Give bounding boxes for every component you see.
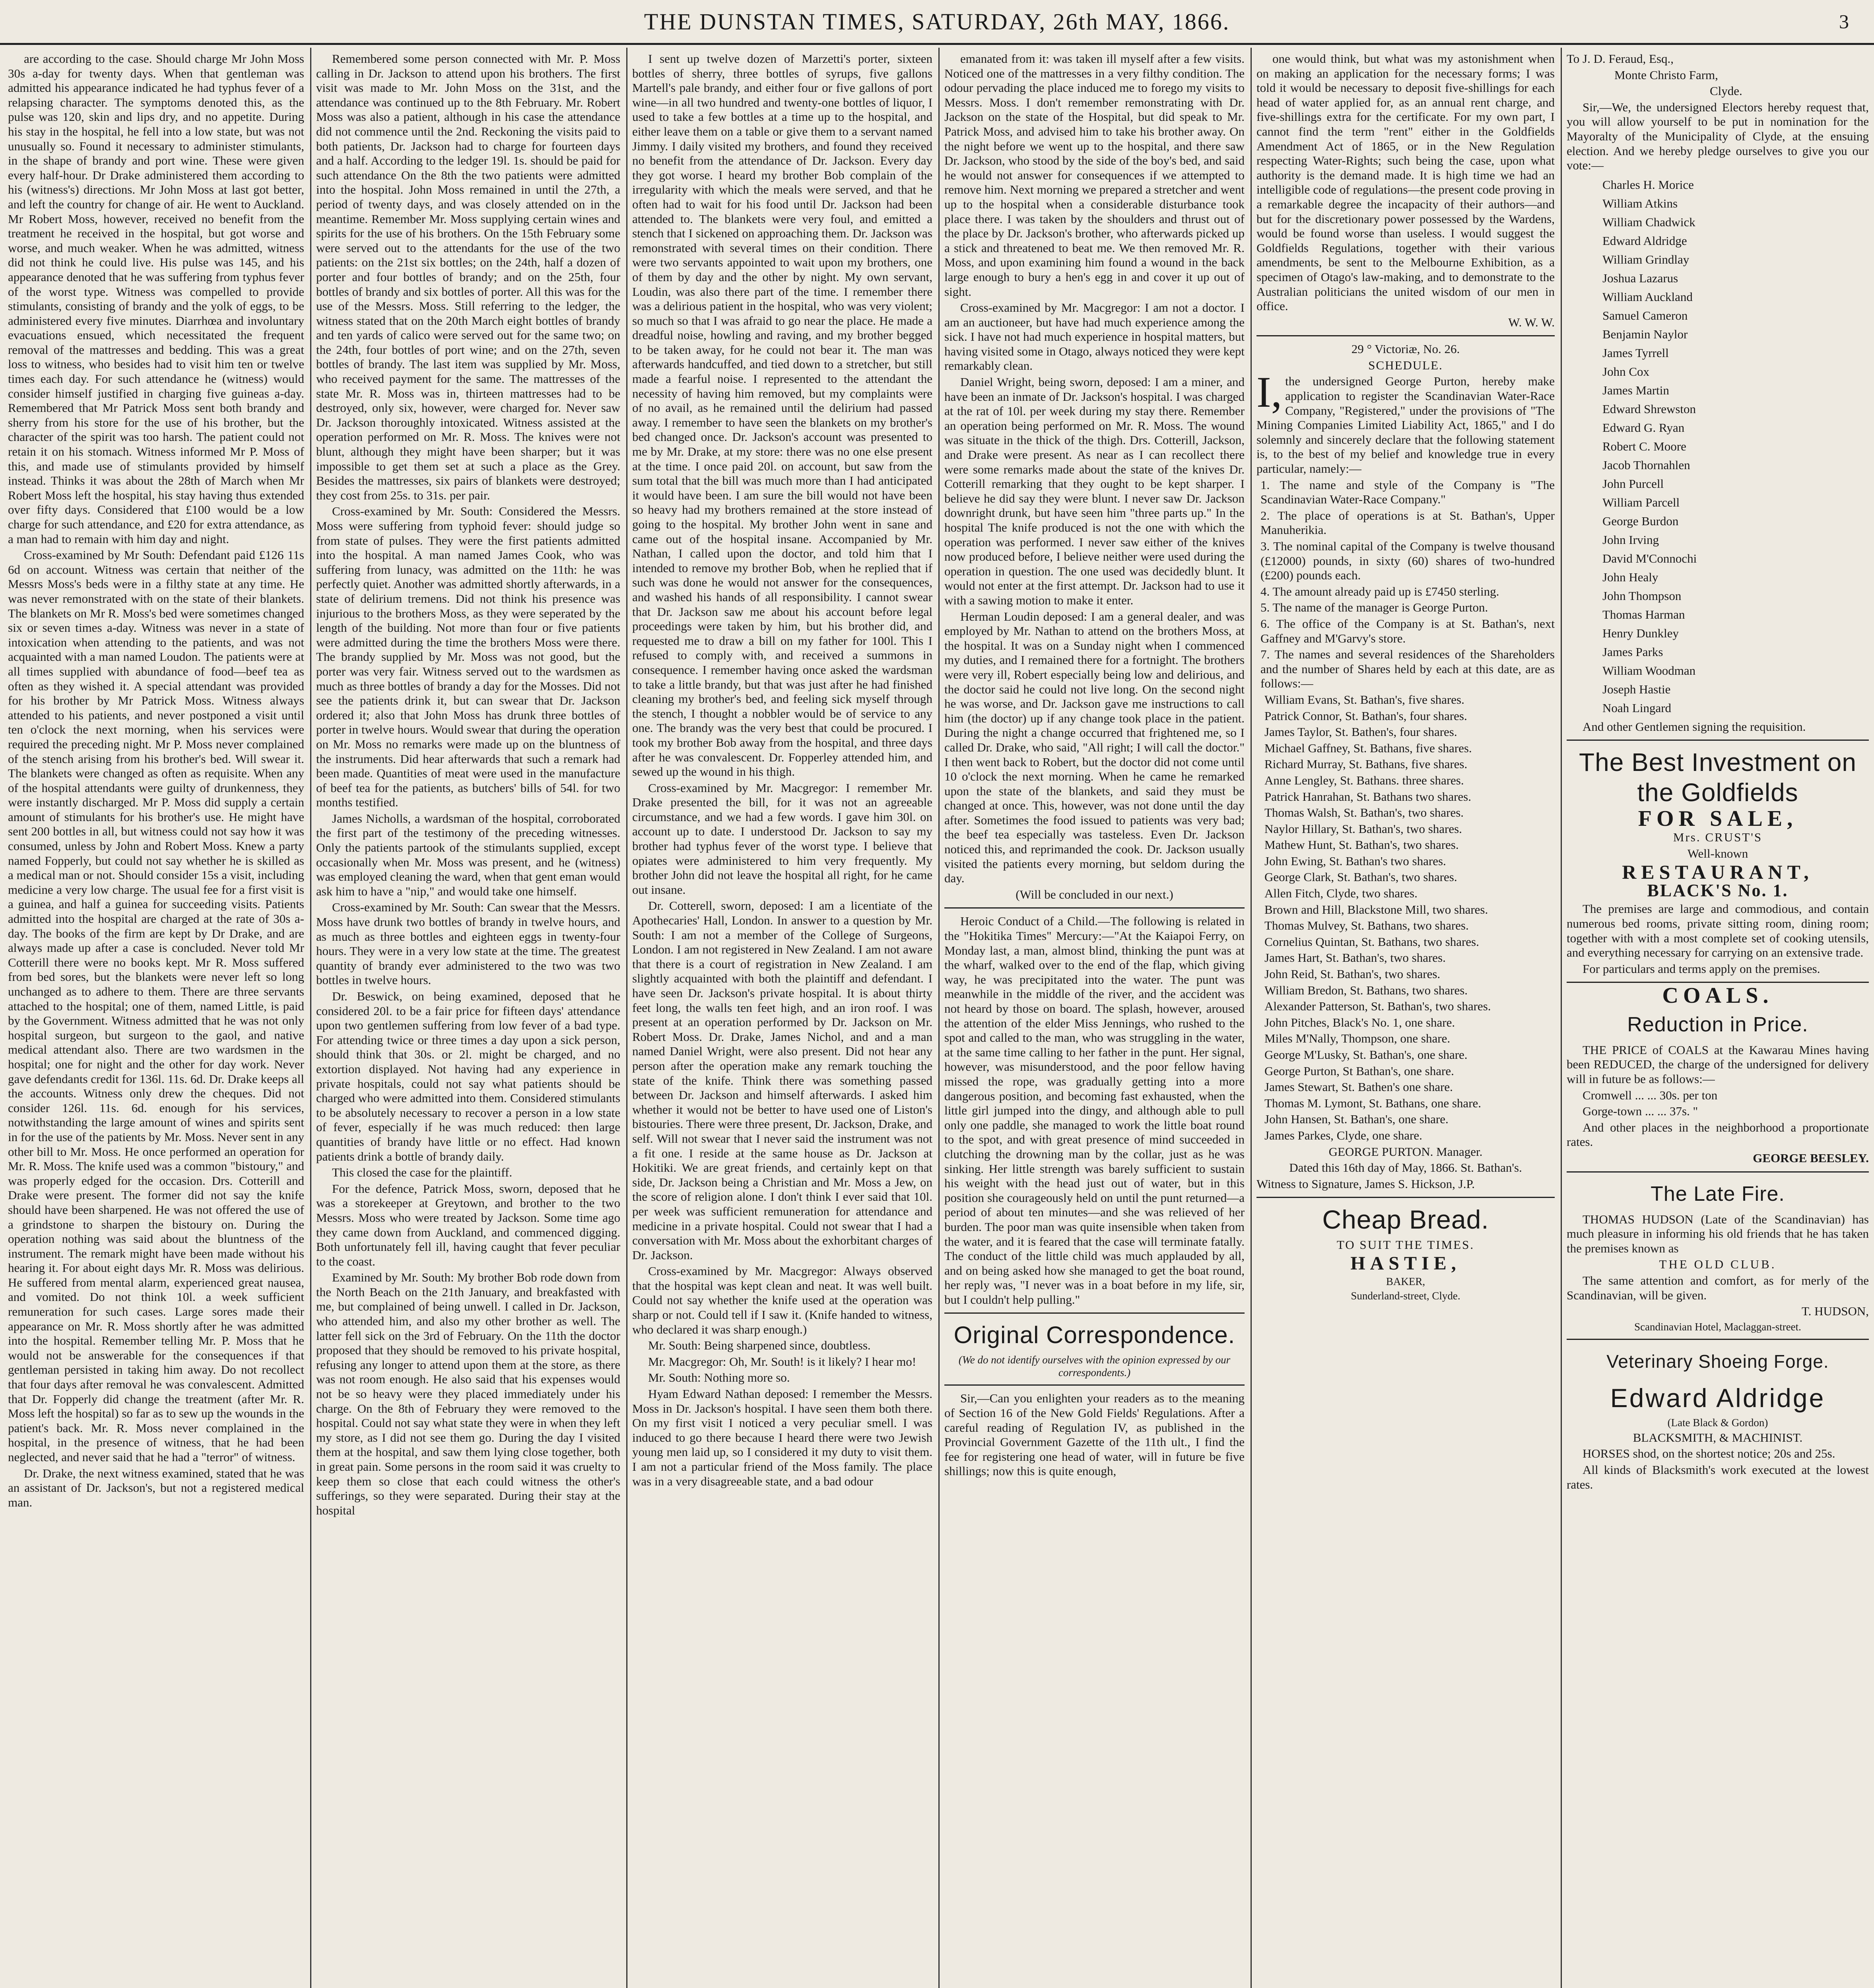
article-paragraph: Mr. Macgregor: Oh, Mr. South! is it likely? I hear mo! bbox=[648, 1354, 917, 1369]
address-town: Clyde. bbox=[1710, 84, 1742, 98]
page-number: 3 bbox=[1839, 10, 1850, 33]
signatory-name: Joshua Lazarus bbox=[1602, 271, 1678, 285]
signatory-name: John Cox bbox=[1602, 364, 1649, 379]
divider bbox=[944, 1384, 1245, 1386]
restaurant-particulars: For particulars and terms apply on the premises. bbox=[1583, 961, 1820, 976]
owner-name: Mrs. CRUST'S bbox=[1673, 830, 1763, 844]
investment-title: The Best Investment on the Goldfields bbox=[1579, 748, 1857, 807]
column-4 bbox=[944, 52, 1245, 1988]
manager-signature: GEORGE PURTON. Manager. bbox=[1328, 1144, 1483, 1159]
article-paragraph: Cross-examined by Mr. Macgregor: Always observed that the hospital was kept clean and neat. It was well built. Could not say whether the knife used at the operation was sharp or not. Could tell if I saw it. (Knife handed to witness, who declared it was sharp enough.) bbox=[632, 1264, 932, 1336]
article-paragraph: Dr. Beswick, on being examined, deposed that he considered 20l. to be a fair price for fifteen days' attendance upon two gentlemen suffering from low fever of a bad type. For attending twice or three times a day upon a sick person, should think that 30s. or 2l. might be charged, and no extortion displayed. Not having had any experience in private hospitals, could not say what patients should be charged who were admitted into them. Considered stimulants to be absolutely necessary to recover a person in a low state of fever, especially if he was much reduced: then large quantities of brandy have little or no effect. Had known patients drink a bottle of brandy daily. bbox=[316, 989, 620, 1163]
bread-ad-name: HASTIE, bbox=[1350, 1252, 1461, 1274]
letter-continuation: one would think, but what was my astonishment when on making an application for the necessary forms; I was told it would be necessary to deposit five-shillings for each head of water applied for, as an annual rent charge, and five-shillings extra for the certificate. For my own part, I cannot find the term "rent" either in the Goldfields Amendment Act of 1865, or in the New Regulation respecting Water-Rights; such being the case, upon what authority is the demand made. It is high time we had an intelligible code of regulations—the present code proving in a remarkable degree the incapacity of their authors—and but for the discretionary power possessed by the Wardens, would be found worse than useless. I would suggest the Goldfields Regulations, together with their various amendments, be sent to the Melbourne Exhibition, as a specimen of Otago's law-making, and to demonstrate to the Australian politicians the united wisdom of our men in office. bbox=[1256, 52, 1555, 313]
column-6 bbox=[1567, 52, 1869, 1988]
forge-title: Veterinary Shoeing Forge. bbox=[1606, 1351, 1829, 1372]
divider bbox=[944, 1312, 1245, 1314]
article-paragraph: Mr. South: Nothing more so. bbox=[648, 1371, 790, 1385]
column-5 bbox=[1256, 52, 1555, 1988]
letter-signature: W. W. W. bbox=[1508, 315, 1555, 329]
article-paragraph: are according to the case. Should charge Mr John Moss 30s a-day for twenty days. When that gentleman was admitted his appearance indicated he had typhus fever of a relapsing character. The symptoms denoted this, as the pulse was 120, skin and lips dry, and no appetite. During his stay in the hospital, he fell into a low state, but was not unusually so. Found it necessary to administer stimulants, in the shape of brandy and port wine. These were given every half-hour. Dr Drake administered them according to his (witness's) directions. Mr John Moss at last got better, and left the country for change of air. He went to Auckland. Mr Robert Moss, however, received no benefit from the treatment he received in the hospital, but got worse and worse, and much weaker. When he was admitted, witness did not think he could live. His pulse was 145, and his appearance denoted that he was suffering from typhus fever of the worst type. Witness was compelled to provide stimulants, consisting of brandy and the yolk of eggs, to be administered every five minutes. Diarrhœa and involuntary evacuations ensued, which necessitated the frequent removal of the mattresses and bedding. This was a great loss to witness, who besides had to visit him ten or twelve times each day. For such attendance he (witness) would consider himself justified in charging five guineas a-day. Remembered that Mr Patrick Moss sent both brandy and sherry from his store for the use of his brother, but the character of the spirit was too harsh. The patient could not retain it on his stomach. Witness informed Mr P. Moss of this, and made use of stimulants provided by himself instead. Thinks it was about the 28th of March when Mr Robert Moss left the hospital, his stay having thus extended over fifty days. Considered that £100 would be a low charge for such attendance, and £20 for extra attendance, as a man had to remain with him day and night. bbox=[8, 52, 304, 546]
heroic-conduct-paragraph: Heroic Conduct of a Child.—The following is related in the "Hokitika Times" Mercury:—"At the Kaiapoi Ferry, on Monday last, a man, almost blind, thinking the punt was at the wharf, walked over to the end of the flap, which giving way, he was precipitated into the water. The punt was meanwhile in the middle of the river, and the accident was not heard by those on board. The splash, however, aroused the attention of the elder Miss Jennings, who rushed to the spot and called to the man, who was struggling in the water, at the same time calling to her father in the punt. Her signal, however, was misunderstood, and the poor fellow having missed the rope, was gradually getting into a more dangerous position, and becoming fast exhausted, when the little girl jumped into the dingy, and although able to pull only one paddle, she managed to work the little boat round to the spot, and with great presence of mind succeeded in clutching the drowning man by the collar, just as he was sinking. Her little strength was barely sufficient to sustain his weight with the head just out of water, but in this position she courageously held on until the punt returned—a period of about ten minutes—and she was relieved of her burden. The poor man was quite insensible when taken from the water, and it is feared that the case will terminate fatally. The conduct of the little child was much applauded by all, and on being asked how she managed to get the boat round, her reply was, "I never was in a boat before in my life, sir, but I couldn't help pulling." bbox=[944, 914, 1245, 1307]
coals-title: COALS. bbox=[1662, 983, 1773, 1008]
bread-ad-address: Sunderland-street, Clyde. bbox=[1351, 1289, 1460, 1302]
signatory-name: John Thompson bbox=[1602, 588, 1682, 603]
column-3 bbox=[632, 52, 932, 1988]
coals-other: And other places in the neighborhood a proportionate rates. bbox=[1567, 1120, 1869, 1149]
shareholder-entry: William Evans, St. Bathan's, five shares. bbox=[1264, 692, 1464, 707]
article-paragraph: Dr. Drake, the next witness examined, stated that he was an assistant of Dr. Jackson's, but not a registered medical man. bbox=[8, 1466, 304, 1509]
article-paragraph: For the defence, Patrick Moss, sworn, deposed that he was a storekeeper at Greytown, and brother to the two Messrs. Moss who were treated by Jackson. Some time ago they came down from Auckland, and commenced digging. Both unfortunately fell ill, having caught that fever peculiar to the coast. bbox=[316, 1181, 620, 1268]
shareholder-entry: Thomas Walsh, St. Bathan's, two shares. bbox=[1264, 806, 1464, 820]
signatory-name: George Burdon bbox=[1602, 514, 1679, 528]
shareholder-entry: George Clark, St. Bathan's, two shares. bbox=[1264, 870, 1457, 884]
signatory-name: Edward G. Ryan bbox=[1602, 420, 1685, 435]
correspondence-letter: Sir,—Can you enlighten your readers as to the meaning of Section 16 of the New Gold Fields' Regulations. After a careful reading of Regulation IV, as published in the Provincial Government Gazette of the 11th ult., I find the fee for registering one head of water, will in future be five shillings; now this is quite enough, bbox=[944, 1391, 1245, 1478]
shareholder-entry: Cornelius Quintan, St. Bathans, two shares. bbox=[1264, 934, 1479, 949]
shareholder-entry: John Hansen, St. Bathan's, one share. bbox=[1264, 1112, 1449, 1126]
shareholder-list bbox=[1256, 693, 1555, 1143]
signatory-name: Samuel Cameron bbox=[1602, 308, 1688, 322]
drop-cap: I, bbox=[1256, 368, 1282, 417]
signatory-name: John Healy bbox=[1602, 570, 1658, 584]
shareholder-entry: Richard Murray, St. Bathans, five shares. bbox=[1264, 757, 1468, 771]
fire-title: The Late Fire. bbox=[1651, 1182, 1785, 1206]
signatory-name: William Parcell bbox=[1602, 495, 1680, 509]
address-place: Monte Christo Farm, bbox=[1614, 68, 1718, 82]
schedule-intro: the undersigned George Purton, hereby make application to register the Scandinavian Water-Race Company, "Registered," under the provisions of "The Mining Companies Limited Liability Act, 1865," and I do solemnly and sincerely declare that the following statement is, to the best of my belief and knowledge true in every particular, namely:— bbox=[1256, 374, 1555, 476]
correspondence-title: Original Correspondence. bbox=[954, 1322, 1235, 1349]
divider bbox=[1256, 335, 1555, 336]
coals-price: Gorge-town ... ... 37s. " bbox=[1583, 1104, 1698, 1118]
shareholder-entry: John Reid, St. Bathan's, two shares. bbox=[1264, 967, 1441, 981]
signatory-name: David M'Connochi bbox=[1602, 551, 1697, 565]
shareholder-entry: Anne Lengley, St. Bathans. three shares. bbox=[1264, 773, 1464, 787]
bread-ad-trade: BAKER, bbox=[1386, 1275, 1425, 1287]
coals-signature: GEORGE BEESLEY. bbox=[1753, 1151, 1869, 1165]
shareholder-entry: Thomas M. Lymont, St. Bathans, one share. bbox=[1264, 1096, 1482, 1110]
signatory-name: William Chadwick bbox=[1602, 215, 1695, 229]
article-paragraph: This closed the case for the plaintiff. bbox=[332, 1165, 513, 1180]
requisition-closing: And other Gentlemen signing the requisition. bbox=[1583, 719, 1806, 734]
signatory-name: Robert C. Moore bbox=[1602, 439, 1686, 453]
divider bbox=[1567, 1171, 1869, 1173]
shareholder-entry: James Hart, St. Bathan's, two shares. bbox=[1264, 951, 1446, 965]
shareholder-entry: Naylor Hillary, St. Bathan's, two shares. bbox=[1264, 821, 1462, 836]
signatory-name: John Irving bbox=[1602, 532, 1659, 547]
article-paragraph: Cross-examined by Mr. Macgregor: I remember Mr. Drake presented the bill, for it was not an agreeable circumstance, and we had a few words. I gave him 30l. on account up to date. I understood Dr. Jackson to say my brother had typhus fever of the worst type. I believe that opiates were administered to him very frequently. My brother John did not leave the hospital all right, for he came out insane. bbox=[632, 780, 932, 897]
schedule-item: 7. The names and several residences of the Shareholders and the number of Shares held by each at this date, are as follows:— bbox=[1260, 647, 1555, 691]
schedule-title: SCHEDULE. bbox=[1368, 358, 1443, 372]
signatory-name: James Parks bbox=[1602, 645, 1663, 659]
signatory-name: Charles H. Morice bbox=[1602, 177, 1694, 192]
article-paragraph: Daniel Wright, being sworn, deposed: I am a miner, and have been an inmate of Dr. Jackson's hospital. I was charged at the rat of 10l. per week during my stay there. Remember an operation being performed on Mr. R. Moss. The wound was situate in the thick of the thigh. Drs. Cotterill, Jackson, and Drake were present. As near as I can recollect there were some remarks made about the state of the knives Dr. Cotterill remarking that they ought to be kept sharper. I believe he did say they were blunt. I never saw Dr. Jackson downright drunk, but have seen him "three parts up." In the hospital The knife produced is not the one with which the operation was performed. I never saw either of the knives now produced before, I believe neither were used during the operation in question. The one used was decidedly blunt. It would not enter at the first attempt. Dr. Jackson had to use it with a sawing motion to make it enter. bbox=[944, 375, 1245, 607]
signatory-name: Noah Lingard bbox=[1602, 701, 1672, 715]
divider bbox=[1567, 740, 1869, 741]
restaurant-location: BLACK'S No. 1. bbox=[1647, 880, 1789, 900]
horses-line: HORSES shod, on the shortest notice; 20s and 25s. bbox=[1583, 1446, 1835, 1461]
article-paragraph: Dr. Cotterell, sworn, deposed: I am a licentiate of the Apothecaries' Hall, London. In answer to a question by Mr. South: I am not a member of the College of Surgeons, London. I am not registered in New Zealand. I am not aware that there is a court of registration in New Zealand. I am slightly acquainted with both the plaintiff and defendant. I have seen Dr. Jackson's private hospital. It is about thirty feet long, the walls ten feet high, and an iron roof. I was present at an operation performed by Dr. Jackson on Mr. Robert Moss. Dr. Drake, James Nichol, and and a man named Daniel Wright, were also present. Did not hear any person after the operation make any remark touching the state of the knife. Think there was something passed between Dr. Jackson and himself afterwards. I asked him whether it would not be better to have used one of Liston's bistouries. There were three present, Dr. Jackson, Drake, and self. Will not swear that I never said the instrument was not a fit one. I reside at the same house as Dr. Jackson at Hokitiki. We are great friends, and certainly kept on that side, Dr. Jackson being a Christian and Mr. Moss a Jew, on the score of religion alone. I don't think I ever said that 10l. per week was sufficient remuneration for attendance and medicine in a private hospital. Could not swear that I had a conversation with Mr. Moss about the exhorbitant charges of Dr. Jackson. bbox=[632, 899, 932, 1262]
article-paragraph: Cross-examined by Mr. South: Considered the Messrs. Moss were suffering from typhoid fever: should judge so from state of pulses. They were the first patients admitted into the hospital. A man named James Cook, who was suffering from lunacy, was admitted on the 11th: he was perfectly quiet. Another was admitted shortly afterwards, in a state of delirium tremens. Did not think his presence was injurious to the brothers Moss, as they were seperated by the length of the building. Not more than four or five patients were admitted during the time the brothers Moss were there. The brandy supplied by Mr. Moss was not good, but the porter was very fair. Witness served out to the wardsmen as much as three bottles of brandy a day for the Mosses. Did not see the patients drink it, but can swear that Dr. Jackson ordered it; also that John Moss has drunk three bottles of porter in twelve hours. Would swear that during the operation on Mr. Moss no remarks were made up on the bluntness of the instruments. Did hear afterwards that such a remark had been made. Quantities of meat were used in the manufacture of beef tea for the patients, as butchers' bills of 54l. for two months testified. bbox=[316, 504, 620, 810]
column-1 bbox=[8, 52, 304, 1988]
signatory-name: Joseph Hastie bbox=[1602, 682, 1671, 696]
fire-signature: T. HUDSON, bbox=[1801, 1304, 1869, 1318]
shareholder-entry: John Pitches, Black's No. 1, one share. bbox=[1264, 1015, 1455, 1029]
fire-body: THOMAS HUDSON (Late of the Scandinavian) has much pleasure in informing his old friends that he has taken the premises known as bbox=[1567, 1212, 1869, 1255]
shareholder-entry: Patrick Connor, St. Bathan's, four shares. bbox=[1264, 709, 1467, 723]
signatory-name: James Tyrrell bbox=[1602, 346, 1669, 360]
article-paragraph: emanated from it: was taken ill myself after a few visits. Noticed one of the mattresses in a very filthy condition. The odour pervading the place induced me to forego my visits to Messrs. Moss. I don't remember remonstrating with Dr. Jackson on the state of the Hospital, but did speak to Mr. Patrick Moss, and advised him to take his brother away. On the night before we went up to the hospital, and there saw Dr. Jackson, who stood by the side of the boy's bed, and said he would not answer for consequences if we attempted to remove him. Next morning we prepared a stretcher and went up to the hospital when a considerable disturbance took place there. I was taken by the shoulders and thrust out of the place by Dr. Jackson's brother, who afterwards picked up a stick and threatened to beat me. We then removed Mr. R. Moss, and upon examining him found a wound in the back large enough to bury a hen's egg in and cover it up out of sight. bbox=[944, 52, 1245, 299]
aldridge-sub: (Late Black & Gordon) bbox=[1667, 1416, 1768, 1429]
shareholder-entry: Thomas Mulvey, St. Bathans, two shares. bbox=[1264, 918, 1469, 933]
article-paragraph: Cross-examined by Mr. South: Can swear that the Messrs. Moss have drunk two bottles of brandy in twelve hours, and as much as three bottles and eighteen eggs in twenty-four hours. They were in a very low state at the time. The greatest quantity of brandy ever administered to the two was two bottles in twelve hours. bbox=[316, 900, 620, 987]
schedule-item: 2. The place of operations is at St. Bathan's, Upper Manuherikia. bbox=[1260, 508, 1555, 537]
signatory-name: Henry Dunkley bbox=[1602, 626, 1679, 640]
fire-signature-address: Scandinavian Hotel, Maclaggan-street. bbox=[1634, 1320, 1801, 1333]
shareholder-entry: James Stewart, St. Bathen's one share. bbox=[1264, 1080, 1453, 1094]
shareholder-entry: James Parkes, Clyde, one share. bbox=[1264, 1128, 1422, 1142]
shareholder-entry: Mathew Hunt, St. Bathan's, two shares. bbox=[1264, 838, 1459, 852]
schedule-item: 6. The office of the Company is at St. Bathan's, next Gaffney and M'Garvy's store. bbox=[1260, 616, 1555, 645]
divider bbox=[1256, 1197, 1555, 1198]
bread-ad-sub: TO SUIT THE TIMES. bbox=[1336, 1238, 1475, 1252]
requisition-text: Sir,—We, the undersigned Electors hereby request that, you will allow yourself to be put in nomination for the Mayoralty of the Municipality of Clyde, at the ensuing election. And we hereby pledge ourselves to give you our vote:— bbox=[1567, 100, 1869, 173]
bread-ad-title: Cheap Bread. bbox=[1322, 1205, 1489, 1235]
divider bbox=[944, 907, 1245, 909]
address-to: To J. D. Feraud, Esq., bbox=[1567, 52, 1674, 66]
article-paragraph: Remembered some person connected with Mr. P. Moss calling in Dr. Jackson to attend upon his brothers. The first visit was made to Mr. John Moss on the 31st, and the attendance was continued up to the 8th February. Mr. Robert Moss was also a patient, although in his case the attendance did not commence until the 2nd. Reckoning the visits paid to both patients, Dr. Jackson had to charge for fourteen days and a half. According to the ledger 19l. 1s. should be paid for such attendance On the 8th the two patients were admitted into the hospital. John Moss remained in until the 27th, a period of twenty days, and was closely attended on in the meantime. Remember Mr. Moss supplying certain wines and spirits for the use of his brothers. On the 15th February some were served out to the attendants for the use of the two patients: on the 21st six bottles; on the 24th, half a dozen of porter and four bottles of brandy; and on the 25th, four bottles of brandy and six bottles of porter. All this was for the use of the Messrs. Moss. Still referring to the ledger, the witness stated that on the 20th March eight bottles of brandy and ten yards of calico were served out for the same two; on the 24th, four bottles of port wine; and on the 27th, seven bottles of brandy. The last item was supplied by Mr. Moss, who received payment for the same. The mattresses of the state Mr. R. Moss was in, thirteen mattresses had to be destroyed, only six, however, were charged for. Never saw Dr. Jackson thoroughly intoxicated. Witness assisted at the operation performed on Mr. R. Moss. The knives were not blunt, although they might have been sharper; but it was impossible to get them set at such a place as the Grey. Besides the mattresses, six pairs of blankets were destroyed; they cost from 25s. to 31s. per pair. bbox=[316, 52, 620, 502]
act-reference: 29 ° Victoriæ, No. 26. bbox=[1351, 342, 1460, 356]
article-paragraph: I sent up twelve dozen of Marzetti's porter, sixteen bottles of sherry, three bottles of syrups, five gallons Martell's pale brandy, and either four or five gallons of port wine—in all two hundred and twenty-one bottles of liquor, I used to take a few bottles at a time up to the hospital, and either leave them on a table or give them to a servant named Jimmy. I daily visited my brothers, and found they received no benefit from the attendance of Dr. Jackson. Every day they got worse. I heard my brother Bob complain of the irregularity with which the meals were served, and that he often had to wait for his food until Dr. Jackson had been attended to. The blankets were very foul, and emitted a stench that I sickened on approaching them. Dr. Jackson was remonstrated with several times on their condition. There were two servants appointed to wait upon my brothers, one of them by day and the other by night. My own servant, Loudin, was also there part of the time. I remember there was a delirious patient in the hospital, who was very violent; so much so that I was afraid to go near the place. He made a dreadful noise, howling and raving, and my brother begged to be taken away, for he could not bear it. The man was afterwards handcuffed, and tied down to a stretcher, but still made a fearful noise. I represented to the attendant the necessity of having him removed, but my complaints were of no avail, as he remained until the delirium had passed away. I remember to have seen the blankets on my brother's bed changed once. Dr. Jackson's account was presented to me by Mr. Drake, at my store: there was no one else present at the time. I once paid 20l. on account, but saw from the sum total that the bill was much more than I had anticipated it would have been. I am sure the bill would not have been so heavy had my brothers remained at the store instead of going to the hospital. My brother John went in sane and came out of the hospital insane. Accompanied by Mr. Nathan, I called upon the doctor, and told him that I intended to remove my brother Bob, when he replied that if such was done he would not answer for the consequences, and washed his hands of all responsibility. I cannot swear that Dr. Jackson saw me about his account before legal proceedings were taken by him, but his brother did, and requested me to draw a bill on my father for 100l. This I refused to comply with, and received a summons in consequence. I remember having once asked the wardsman to take a little brandy, but that was just after he had finished cleaning my brother's bed, and feeling sick myself through the stench, I thought a nobbler would be of service to any one. The brandy was the very best that could be procured. I took my brother Bob away from the hospital, and three days after he was convalescent. Dr. Fopperley attended him, and sewed up the wound in his thigh. bbox=[632, 52, 932, 779]
article-paragraph: Mr. South: Being sharpened since, doubtless. bbox=[648, 1338, 871, 1353]
shareholder-entry: George Purton, St Bathan's, one share. bbox=[1264, 1064, 1454, 1078]
restaurant-body: The premises are large and commodious, and contain numerous bed rooms, private sitting room, dining room; together with with a most complete set of cooking utensils, and everything necessary for carrying on an extensive trade. bbox=[1567, 902, 1869, 960]
coals-body: THE PRICE of COALS at the Kawarau Mines having been REDUCED, the charge of the undersigned for delivery will in future be as follows:— bbox=[1567, 1043, 1869, 1086]
signatory-name: William Woodman bbox=[1602, 663, 1696, 678]
shareholder-entry: James Taylor, St. Bathen's, four shares. bbox=[1264, 725, 1457, 739]
well-known: Well-known bbox=[1687, 846, 1748, 860]
article-paragraph: Hyam Edward Nathan deposed: I remember the Messrs. Moss in Dr. Jackson's hospital. I have seen them both there. On my first visit I noticed a very peculiar smell. I was induced to go there because I heard there were two Jewish young men laid up, so I considered it my duty to visit them. I am not a particular friend of the Moss family. The place was in a very disagreeable state, and a bad odour bbox=[632, 1387, 932, 1488]
signatory-name: Benjamin Naylor bbox=[1602, 327, 1688, 341]
signatory-name: Jacob Thornahlen bbox=[1602, 458, 1690, 472]
signatory-name: William Auckland bbox=[1602, 289, 1693, 304]
requisition-names bbox=[1567, 175, 1869, 717]
shareholder-entry: George M'Lusky, St. Bathan's, one share. bbox=[1264, 1048, 1468, 1062]
signatory-name: William Atkins bbox=[1602, 196, 1678, 210]
article-paragraph: James Nicholls, a wardsman of the hospital, corroborated the first part of the testimony of the preceding witnesses. Only the patients partook of the stimulants supplied, except occasionally when Mr. Moss was present, and he (witness) was employed cleaning the ward, when that gent eman would ask him to have a "nip," and would take one himself. bbox=[316, 811, 620, 898]
schedule-item: 3. The nominal capital of the Company is twelve thousand (£12000) pounds, in sixty (60) shares of two-hundred (£200) pounds each. bbox=[1260, 539, 1555, 582]
blacksmith-line: BLACKSMITH, & MACHINIST. bbox=[1633, 1430, 1803, 1444]
article-paragraph: Herman Loudin deposed: I am a general dealer, and was employed by Mr. Nathan to attend on the brothers Moss, at the hospital. It was on a Sunday night when I commenced my duties, and I remained there for a fortnight. The brothers were very ill, Robert especially being low and delirious, and the doctor said he could not live long. On the second night he was worse, and Dr. Jackson gave me instructions to call him (the doctor) up if any change took place in the patient. During the night a change occurred that frightened me, so I called Dr. Drake, who said, "All right; I will call the doctor." I then went back to Robert, but the doctor did not come until 10 o'clock the next morning. When he came he remarked upon the state of the blankets, and said they must be changed at once. This, however, was not done until the day after. Sometimes the food issued to patients was very bad; the beef tea especially was tasteless. Even Dr. Jackson noticed this, and reprimanded the cook. Dr. Jackson usually visited the patients every morning, but seldom during the day. bbox=[944, 609, 1245, 885]
for-sale: FOR SALE, bbox=[1638, 806, 1798, 831]
column-2 bbox=[316, 52, 620, 1988]
masthead bbox=[0, 0, 1874, 45]
divider bbox=[1567, 1339, 1869, 1340]
aldridge-name: Edward Aldridge bbox=[1610, 1383, 1825, 1413]
signatory-name: Thomas Harman bbox=[1602, 607, 1685, 621]
shareholder-entry: Miles M'Nally, Thompson, one share. bbox=[1264, 1031, 1451, 1046]
column-rule bbox=[1561, 48, 1562, 1988]
old-club: THE OLD CLUB. bbox=[1659, 1257, 1777, 1272]
restaurant-title: RESTAURANT, bbox=[1622, 861, 1814, 883]
divider bbox=[1567, 982, 1869, 983]
all-kinds-line: All kinds of Blacksmith's work executed at the lowest rates. bbox=[1567, 1462, 1869, 1491]
shareholder-entry: Patrick Hanrahan, St. Bathans two shares. bbox=[1264, 789, 1471, 804]
witness-line: Witness to Signature, James S. Hickson, J.P. bbox=[1256, 1176, 1475, 1191]
shareholder-entry: Brown and Hill, Blackstone Mill, two shares. bbox=[1264, 902, 1488, 916]
column-rule bbox=[310, 48, 311, 1988]
fire-tail: The same attention and comfort, as for merly of the Scandinavian, will be given. bbox=[1567, 1274, 1869, 1302]
article-paragraph: Cross-examined by Mr. Macgregor: I am not a doctor. I am an auctioneer, but have had much experience among the sick. I have not had much experience in hospital matters, but having visited some in Otago, always noticed they were kept remarkably clean. bbox=[944, 301, 1245, 373]
signatory-name: William Grindlay bbox=[1602, 252, 1690, 266]
signatory-name: John Purcell bbox=[1602, 476, 1664, 491]
coals-subtitle: Reduction in Price. bbox=[1627, 1013, 1808, 1036]
masthead-title: THE DUNSTAN TIMES, SATURDAY, 26th MAY, 1866. bbox=[644, 8, 1230, 35]
shareholder-entry: Michael Gaffney, St. Bathans, five shares. bbox=[1264, 741, 1472, 755]
column-rule bbox=[1251, 48, 1252, 1988]
column-rule bbox=[938, 48, 940, 1988]
column-rule bbox=[626, 48, 627, 1988]
shareholder-entry: William Bredon, St. Bathans, two shares. bbox=[1264, 983, 1468, 997]
date-line: Dated this 16th day of May, 1866. St. Bathan's. bbox=[1289, 1161, 1522, 1175]
schedule-item: 4. The amount already paid up is £7450 sterling. bbox=[1260, 584, 1499, 598]
signatory-name: James Martin bbox=[1602, 383, 1669, 397]
shareholder-entry: John Ewing, St. Bathan's two shares. bbox=[1264, 854, 1446, 868]
schedule-item: 5. The name of the manager is George Purton. bbox=[1260, 600, 1488, 615]
shareholder-entry: Allen Fitch, Clyde, two shares. bbox=[1264, 886, 1418, 901]
continued-note: (Will be concluded in our next.) bbox=[1016, 887, 1173, 901]
article-paragraph: Examined by Mr. South: My brother Bob rode down from the North Beach on the 21th January, and breakfasted with me, but complained of being unwell. I called in Dr. Jackson, who attended him, and also my other brother as well. The latter fell sick on the 3rd of February. On the 11th the doctor proposed that they should be removed to his private hospital, refusing any longer to attend upon them at the store, as there was not room enough. He also said that his expenses would not be so heavy were they placed immediately under his charge. On the 8th of February they were removed to the hospital. Could not say what state they were in when they left my store, as I did not see them go. During the day I visited them at the hospital, and saw them lying close together, both in great pain. Some persons in the room said it was cruelty to keep them so close that each could witness the other's sufferings, so they were separated. During their stay at the hospital bbox=[316, 1270, 620, 1517]
correspondence-note: (We do not identify ourselves with the opinion expressed by our correspondents.) bbox=[958, 1354, 1231, 1379]
coals-price: Cromwell ... ... 30s. per ton bbox=[1583, 1088, 1718, 1102]
article-paragraph: Cross-examined by Mr South: Defendant paid £126 11s 6d on account. Witness was certain that neither of the Messrs Moss's beds were in a filthy state at any time. He was never remonstrated with on the state of their blankets. The blankets on Mr R. Moss's bed were sometimes changed six or seven times a-day. Witness was never in a state of intoxication when attending to the patients, and was not acquainted with a man named Loudon. The patients were at all times supplied with abundance of food—beef tea as often as they wished it. A special attendant was provided for his brother by Mr Patrick Moss. Witness always attended to his patients, and never postponed a visit until ten o'clock the next morning, when his services were required the preceding night. Mr P. Moss never complained of the stench arising from his brother's bed. Will swear it. The blankets were changed as often as requisite. When any of the hospital attendants were guilty of drunkenness, they were instantly discharged. Mr P. Moss did supply a certain amount of stimulants for his brother's use. He might have sent 200 bottles in all, but witness could not say how it was consumed, unless by John and Robert Moss. Knew a party named Fopperly, but could not say whether he is skilled as a medical man or not. Should consider 15s a visit, including medicine a very low charge. The usual fee for a first visit is a guinea, and half a guinea for succeeding visits. Patients admitted into the hospital are charged at the rate of 30s a-day. The books of the firm are kept by Dr Drake, and are always made up after a case is concluded. Never told Mr Cotterill there were no books kept. Mr R. Moss suffered from bed sores, but the blankets were never left so long unchanged as to adhere to them. There are three servants attached to the hospital; one of them, named Little, is paid by the Government. Witness admitted that he was not only hospital surgeon, but surgeon to the gaol, and native medical attendant also. There are two wardsmen in the hospital; one for night and the other for day work. Never gave defendants credit for 136l. 11s. 6d. Dr. Drake keeps all the accounts. Witness only drew the cheques. Did not consider 126l. 11s. 6d. enough for his services, notwithstanding the large amount of wines and spirits sent in for the use of the patients by Mr. Moss. Never sent in any other bill to Mr. Moss. He once performed an operation for Mr. R. Moss. The knife used was a common "bistoury," and was properly edged for the occasion. Drs. Cotterill and Drake were present. The former did not say the knife should have been sharpened. He was not offered the use of a grindstone to sharpen the bistoury on. During the operation nothing was said about the bluntness of the instrument. The remark might have been made without his hearing it. For about eight days Mr. R. Moss was delirious. He suffered from mental alarm, experienced great nausea, and vomited. Do not think 10l. a week sufficient remuneration for such cases. Large sores made their appearance on Mr. R. Moss shortly after he was admitted into the hospital. Remember telling Mr. P. Moss that he would not be answerable for the consequences if that gentleman persisted in taking him away. Do not recollect that four days after removal he was convalescent. Admitted that Dr. Fopperly did change the treatment (after Mr. R. Moss left the hospital) so far as to sew up the wounds in the patient's back. Mr. R. Moss never complained in the hospital, in the presence of witness, that he had been neglected, and never said that he had a "terror" of witness. bbox=[8, 548, 304, 1464]
signatory-name: Edward Shrewston bbox=[1602, 402, 1696, 416]
schedule-item: 1. The name and style of the Company is "The Scandinavian Water-Race Company." bbox=[1260, 478, 1555, 507]
signatory-name: Edward Aldridge bbox=[1602, 233, 1687, 248]
shareholder-entry: Alexander Patterson, St. Bathan's, two shares. bbox=[1264, 999, 1491, 1013]
